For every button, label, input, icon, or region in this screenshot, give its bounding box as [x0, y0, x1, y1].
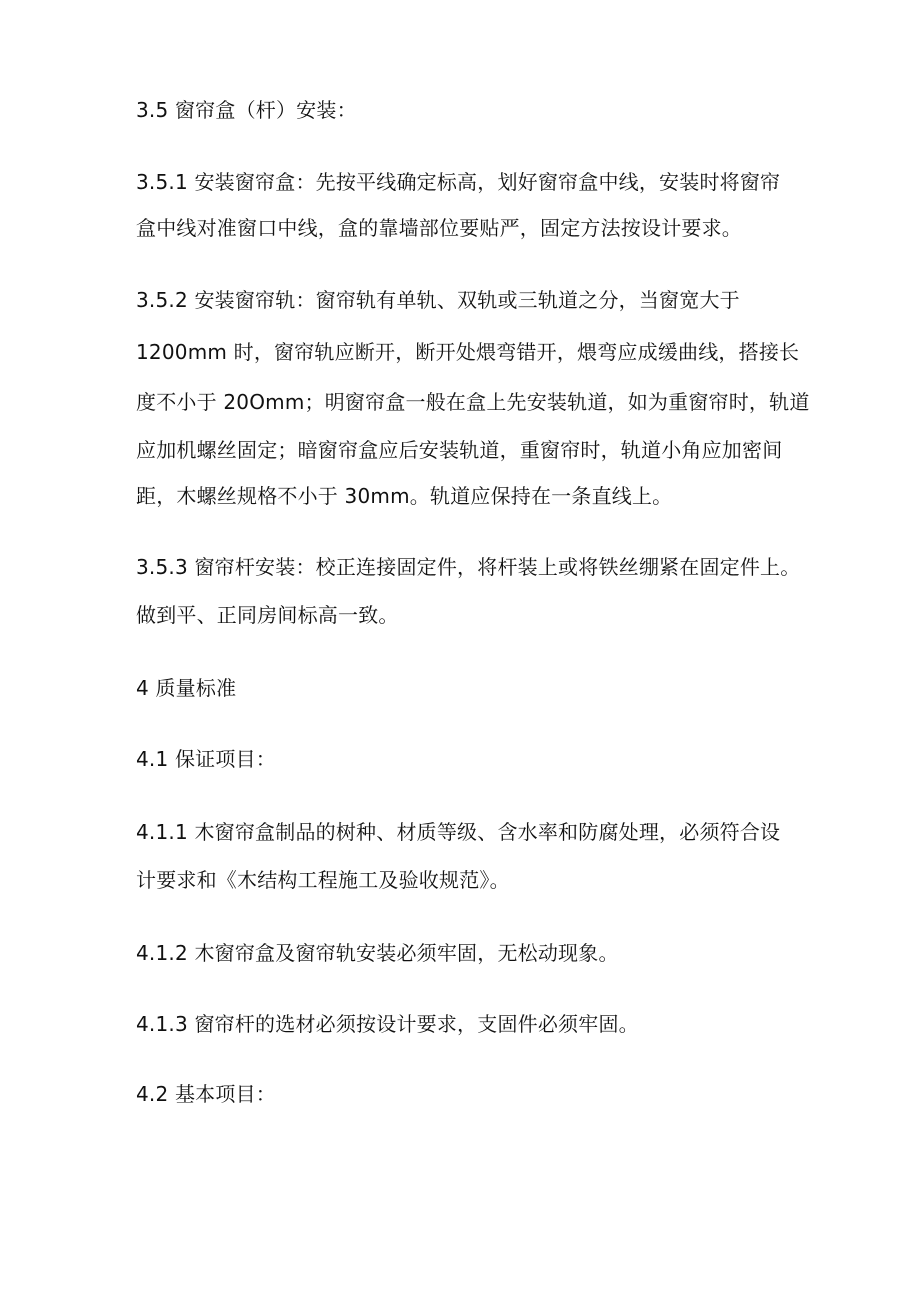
paragraph-3-5-2-line-2: 1200mm 时，窗帘轨应断开，断开处煨弯错开，煨弯应成缓曲线，搭接长 [136, 340, 800, 364]
paragraph-4-1-3: 4.1.3 窗帘杆的选材必须按设计要求，支固件必须牢固。 [136, 1012, 639, 1036]
paragraph-4-1-1-line-1: 4.1.1 木窗帘盒制品的树种、材质等级、含水率和防腐处理，必须符合设 [136, 820, 781, 844]
paragraph-3-5-1-line-2: 盒中线对准窗口中线，盒的靠墙部位要贴严，固定方法按设计要求。 [136, 216, 742, 240]
section-heading-4: 4 质量标准 [136, 676, 237, 700]
paragraph-3-5-2-line-3: 度不小于 20Omm；明窗帘盒一般在盒上先安装轨道，如为重窗帘时，轨道 [136, 390, 810, 414]
section-heading-3-5: 3.5 窗帘盒（杆）安装： [136, 98, 357, 122]
paragraph-3-5-1-line-1: 3.5.1 安装窗帘盒：先按平线确定标高，划好窗帘盒中线，安装时将窗帘 [136, 170, 781, 194]
section-heading-4-1: 4.1 保证项目： [136, 747, 276, 771]
paragraph-3-5-3-line-2: 做到平、正同房间标高一致。 [136, 603, 399, 627]
paragraph-4-1-2: 4.1.2 木窗帘盒及窗帘轨安装必须牢固，无松动现象。 [136, 941, 619, 965]
paragraph-3-5-2-line-1: 3.5.2 安装窗帘轨：窗帘轨有单轨、双轨或三轨道之分，当窗宽大于 [136, 288, 740, 312]
paragraph-3-5-3-line-1: 3.5.3 窗帘杆安装：校正连接固定件，将杆装上或将铁丝绷紧在固定件上。 [136, 555, 801, 579]
section-heading-4-2: 4.2 基本项目： [136, 1082, 276, 1106]
paragraph-3-5-2-line-5: 距，木螺丝规格不小于 30mm。轨道应保持在一条直线上。 [136, 484, 673, 508]
paragraph-3-5-2-line-4: 应加机螺丝固定；暗窗帘盒应后安装轨道，重窗帘时，轨道小角应加密间 [136, 438, 783, 462]
paragraph-4-1-1-line-2: 计要求和《木结构工程施工及验收规范》。 [136, 868, 510, 892]
